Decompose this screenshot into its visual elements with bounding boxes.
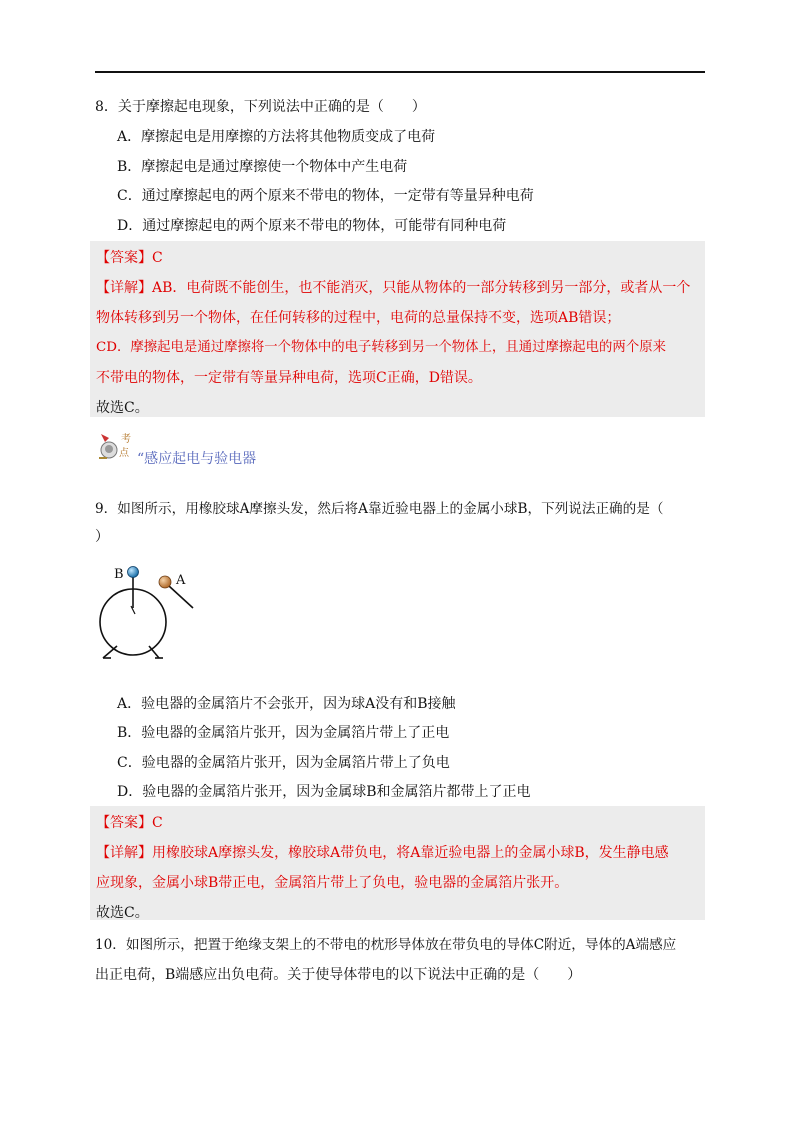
q9-stem-line-1: 9．如图所示，用橡胶球A摩擦头发，然后将A靠近验电器上的金属小球B，下列说法正确的是（ <box>95 501 664 517</box>
q9-option-b: B．验电器的金属箔片张开，因为金属箔片带上了正电 <box>117 725 450 741</box>
kaodian-icon-char-2: 点 <box>119 448 129 459</box>
q9-detail-line-2: 应现象，金属小球B带正电，金属箔片带上了负电，验电器的金属箔片张开。 <box>96 875 569 891</box>
kaodian-icon-char-1: 考 <box>121 434 131 445</box>
q9-answer-value: C <box>152 815 163 831</box>
q8-answer-value: C <box>152 250 163 266</box>
q8-detail-line-3: CD．摩擦起电是通过摩擦将一个物体中的电子转移到另一个物体上，且通过摩擦起电的两个原来 <box>96 340 666 355</box>
q9-option-c: C．验电器的金属箔片张开，因为金属箔片带上了负电 <box>117 755 450 771</box>
rubber-ball-a <box>159 576 171 588</box>
q8-detail-line-4: 不带电的物体，一定带有等量异种电荷，选项C正确，D错误。 <box>96 370 482 386</box>
electroscope-diagram <box>95 562 225 672</box>
q9-detail-line-1: 【详解】用橡胶球A摩擦头发，橡胶球A带负电，将A靠近验电器上的金属小球B，发生静电感 <box>96 845 669 861</box>
q10-stem-line-1: 10．如图所示，把置于绝缘支架上的不带电的枕形导体放在带负电的导体C附近，导体的A端感应 <box>95 937 677 953</box>
q9-option-a: A．验电器的金属箔片不会张开，因为球A没有和B接触 <box>117 696 456 712</box>
q8-detail-line-1: 【详解】AB．电荷既不能创生，也不能消灭，只能从物体的一部分转移到另一部分，或者从一个 <box>96 280 691 296</box>
electroscope-leg-left <box>103 646 117 658</box>
q9-option-d: D．验电器的金属箔片张开，因为金属球B和金属箔片都带上了正电 <box>117 784 531 800</box>
q8-option-a: A．摩擦起电是用摩擦的方法将其他物质变成了电荷 <box>117 129 436 145</box>
q8-option-c: C．通过摩擦起电的两个原来不带电的物体，一定带有等量异种电荷 <box>117 188 534 204</box>
q10-stem-line-2: 出正电荷，B端感应出负电荷。关于使导体带电的以下说法中正确的是（ ） <box>95 967 582 983</box>
header-rule <box>95 71 705 73</box>
label-b: B <box>114 567 124 582</box>
kaodian-marker <box>95 424 345 468</box>
metal-ball-b <box>128 567 139 578</box>
q9-stem-line-2: ） <box>95 529 109 545</box>
q8-option-d: D．通过摩擦起电的两个原来不带电的物体，可能带有同种电荷 <box>117 218 507 234</box>
kaodian-icon <box>95 424 139 468</box>
q9-answer-box <box>90 806 705 920</box>
q9-answer-tag: 【答案】 <box>96 815 152 831</box>
ball-a-handle <box>169 586 193 608</box>
q8-detail-tag: 【详解】 <box>96 280 152 296</box>
q9-detail-tag: 【详解】 <box>96 845 152 861</box>
q9-conclusion: 故选C。 <box>96 905 149 921</box>
q10-stem <box>95 930 710 990</box>
kaodian-text: “感应起电与验电器 <box>137 451 257 467</box>
q9-answer-line <box>96 808 705 838</box>
label-a: A <box>176 573 186 588</box>
q8-stem: 8．关于摩擦起电现象，下列说法中正确的是（ ） <box>95 99 426 115</box>
q8-answer-line <box>96 243 705 273</box>
q8-conclusion: 故选C。 <box>96 400 149 416</box>
q8-detail-line-2: 物体转移到另一个物体，在任何转移的过程中，电荷的总量保持不变，选项AB错误； <box>96 310 621 326</box>
q8-answer-tag: 【答案】 <box>96 250 152 266</box>
q9-stem <box>95 498 710 548</box>
q8-option-b: B．摩擦起电是通过摩擦使一个物体中产生电荷 <box>117 159 408 175</box>
q8-answer-box <box>90 241 705 417</box>
electroscope-figure <box>95 562 225 672</box>
